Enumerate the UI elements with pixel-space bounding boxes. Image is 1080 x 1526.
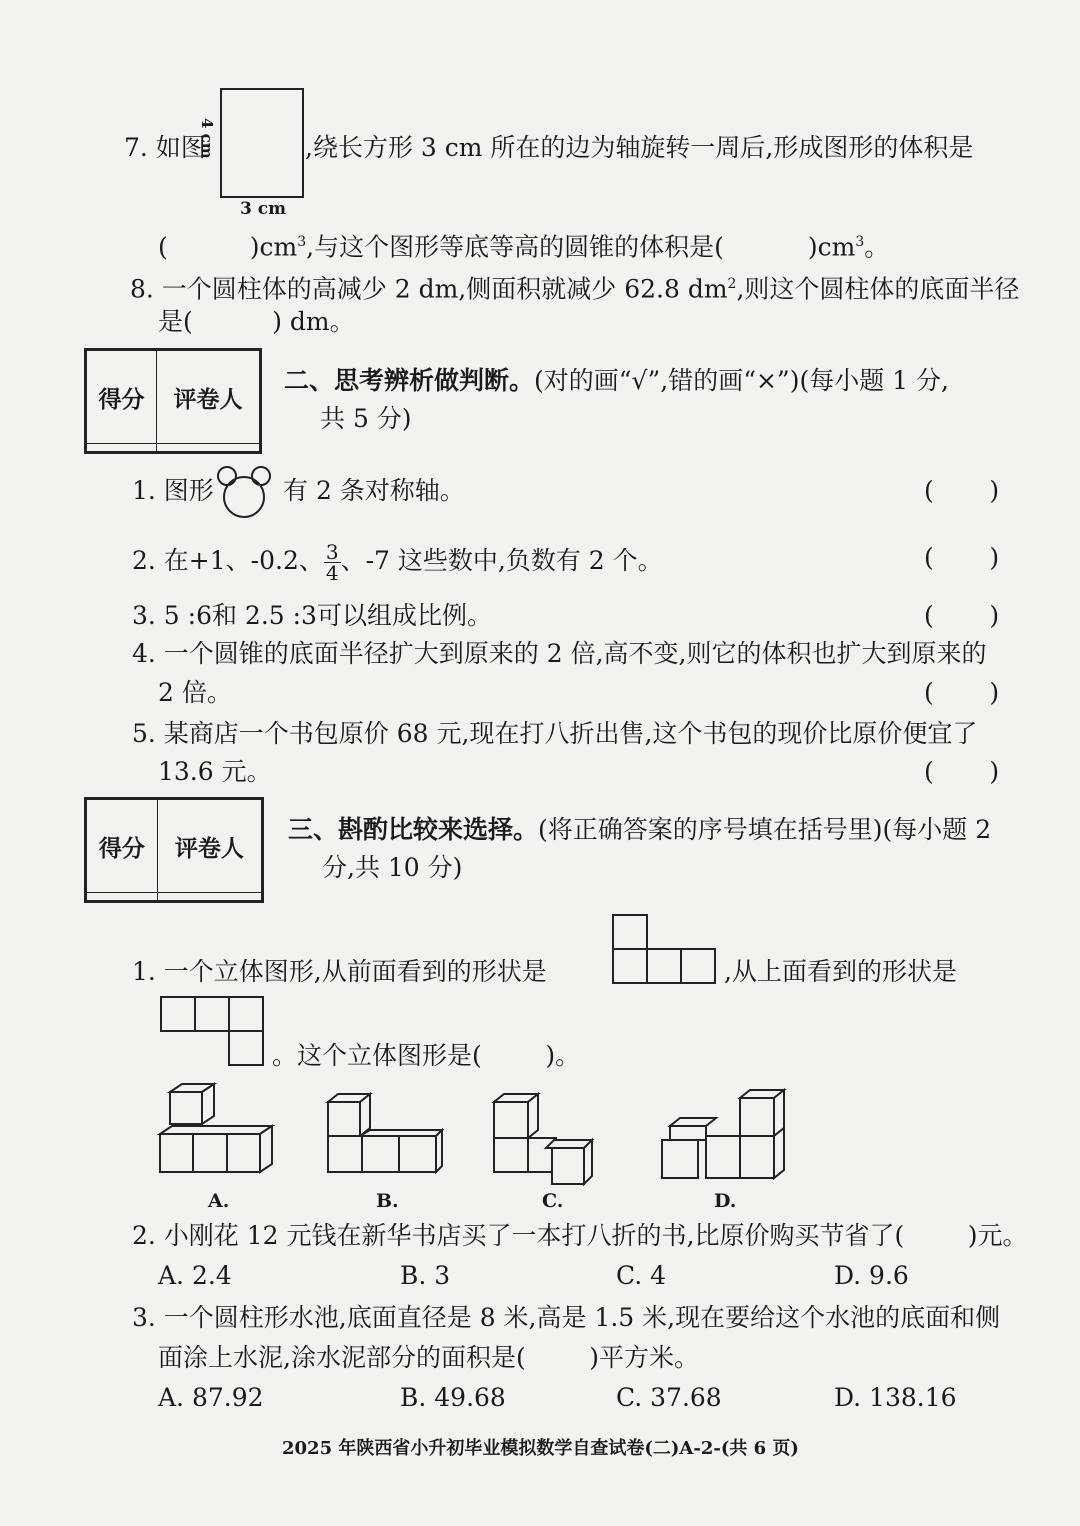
grader-label: 评卷人: [157, 351, 260, 444]
option-a-label[interactable]: A.: [208, 1190, 230, 1212]
s2-item-1b: 有 2 条对称轴。: [283, 476, 465, 505]
score-cell[interactable]: [87, 444, 157, 452]
section2-heading: 二、思考辨析做判断。(对的画“√”,错的画“×”)(每小题 1 分,: [284, 366, 949, 395]
s3-q1-text-a: 1. 一个立体图形,从前面看到的形状是: [132, 957, 547, 986]
option-b-label[interactable]: B.: [376, 1190, 399, 1212]
front-view-figure: [612, 914, 718, 986]
s3-q2-opt-a[interactable]: A. 2.4: [158, 1261, 232, 1290]
s3-q2-opt-d[interactable]: D. 9.6: [834, 1261, 909, 1290]
s3-q2-opt-b[interactable]: B. 3: [400, 1261, 451, 1290]
top-view-figure: [160, 996, 268, 1068]
fraction-3-4: $\frac{3}{4}$: [325, 540, 339, 585]
s2-item-4b: 2 倍。: [158, 678, 232, 707]
q8-line2: 是( ) dm。: [158, 307, 355, 336]
option-c-cubes: [492, 1090, 602, 1186]
option-b-cubes: [326, 1090, 446, 1180]
grader-cell[interactable]: [157, 444, 260, 452]
option-a-cubes: [158, 1082, 278, 1178]
s3-q2-text: 2. 小刚花 12 元钱在新华书店买了一本打八折的书,比原价购买节省了( )元。: [132, 1221, 1028, 1250]
option-c-label[interactable]: C.: [542, 1190, 564, 1212]
option-d-label[interactable]: D.: [714, 1190, 737, 1212]
section2-heading-line2: 共 5 分): [320, 404, 412, 433]
s3-q1-text-b: ,从上面看到的形状是: [724, 957, 957, 986]
q7-text: ,绕长方形 3 cm 所在的边为轴旋转一周后,形成图形的体积是: [305, 133, 974, 162]
s2-answer-1[interactable]: ( ): [924, 476, 1000, 505]
s3-q1-text-c: 。这个立体图形是( )。: [272, 1041, 581, 1070]
page-footer: 2025 年陕西省小升初毕业模拟数学自查试卷(二)A-2-(共 6 页): [282, 1438, 799, 1459]
q8-line1: 8. 一个圆柱体的高减少 2 dm,侧面积就减少 62.8 $dm^2$,则这个圆柱体的底面半径: [130, 274, 1020, 304]
section3-heading: 三、斟酌比较来选择。(将正确答案的序号填在括号里)(每小题 2: [288, 815, 992, 844]
s3-q3-opt-d[interactable]: D. 138.16: [834, 1383, 957, 1412]
s3-q2-opt-c[interactable]: C. 4: [616, 1261, 667, 1290]
score-box-section3: [84, 797, 264, 903]
s3-q3-opt-a[interactable]: A. 87.92: [158, 1383, 264, 1412]
q7-side-label: 4 cm: [198, 118, 216, 159]
q7-line2: ( )$cm^3$,与这个图形等底等高的圆锥的体积是( )$cm^3$。: [158, 232, 890, 262]
s3-q3-opt-b[interactable]: B. 49.68: [400, 1383, 506, 1412]
grader-label: 评卷人: [157, 800, 261, 893]
score-label: 得分: [87, 351, 157, 444]
s2-answer-5[interactable]: ( ): [924, 757, 1000, 786]
s2-answer-2[interactable]: ( ): [924, 543, 1000, 572]
grader-cell[interactable]: [157, 893, 261, 901]
score-cell[interactable]: [87, 893, 158, 901]
score-box-section2: [84, 348, 262, 454]
s2-answer-4[interactable]: ( ): [924, 678, 1000, 707]
s3-q3-text-b: 面涂上水泥,涂水泥部分的面积是( )平方米。: [158, 1343, 700, 1372]
s3-q3-text-a: 3. 一个圆柱形水池,底面直径是 8 米,高是 1.5 米,现在要给这个水池的底面和侧: [132, 1303, 1001, 1332]
section3-heading-line2: 分,共 10 分): [322, 853, 463, 882]
option-d-cubes: [660, 1086, 790, 1180]
s2-item-5a: 5. 某商店一个书包原价 68 元,现在打八折出售,这个书包的现价比原价便宜了: [132, 719, 978, 748]
score-label: 得分: [87, 800, 158, 893]
mickey-shape-figure: [214, 462, 274, 522]
q7-bottom-label: 3 cm: [240, 199, 287, 219]
s2-item-1a: 1. 图形: [132, 476, 214, 505]
s2-item-4a: 4. 一个圆锥的底面半径扩大到原来的 2 倍,高不变,则它的体积也扩大到原来的: [132, 639, 987, 668]
q7-rectangle: [220, 88, 304, 198]
s2-item-5b: 13.6 元。: [158, 757, 272, 786]
s2-item-3: 3. 5 :6和 2.5 :3可以组成比例。: [132, 601, 492, 630]
s3-q3-opt-c[interactable]: C. 37.68: [616, 1383, 722, 1412]
s2-item-2: 2. 在+1、-0.2、 $\frac{3}{4}$ 、-7 这些数中,负数有 2 个。: [132, 540, 663, 585]
q7-number: 7. 如图: [124, 133, 206, 162]
s2-answer-3[interactable]: ( ): [924, 601, 1000, 630]
